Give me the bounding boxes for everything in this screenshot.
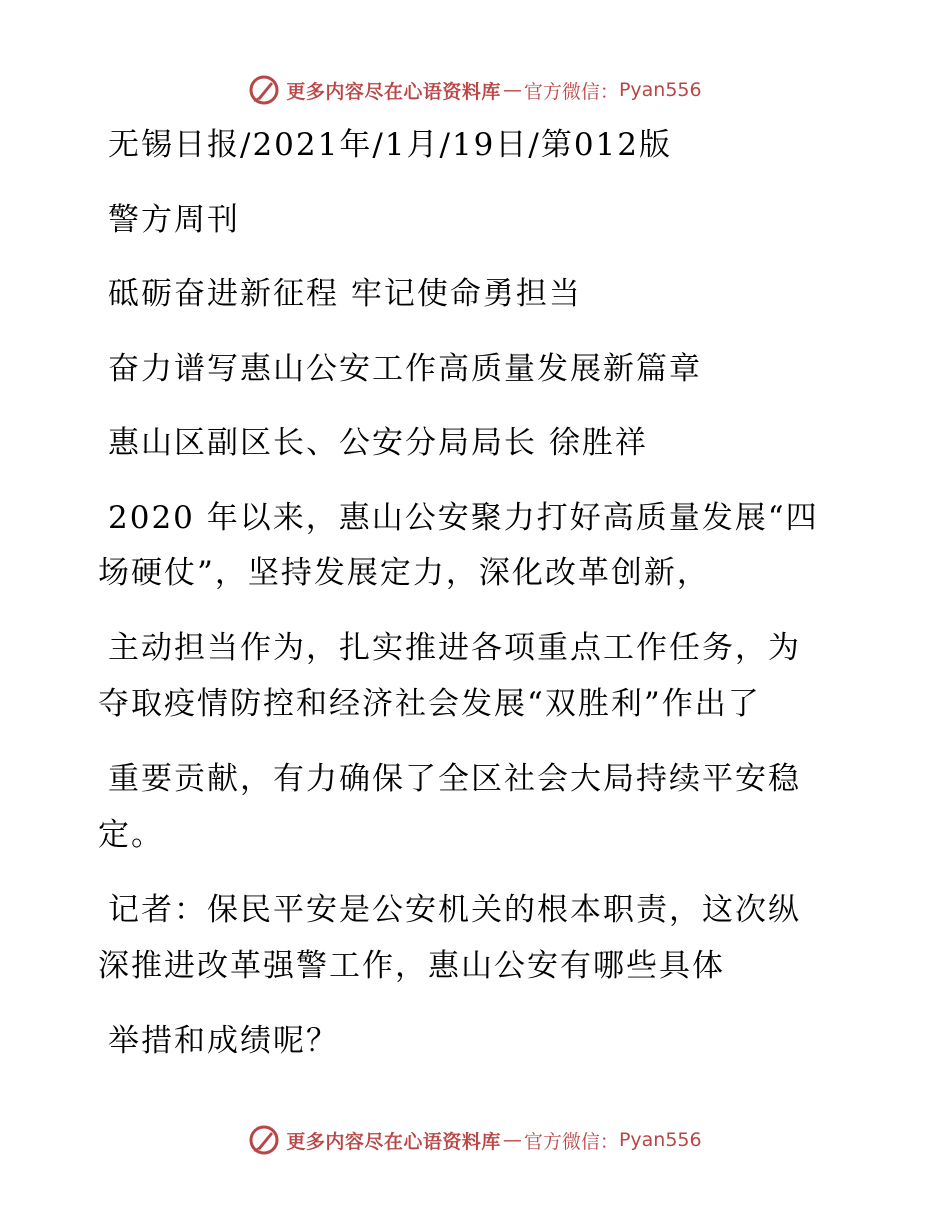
watermark-site-text: 更多内容尽在心语资料库	[286, 80, 501, 103]
watermark-banner-bottom	[0, 1120, 950, 1160]
body-line: 场硬仗”，坚持发展定力，深化改革创新，	[98, 555, 710, 591]
watermark-wechat-label: 官方微信：	[523, 80, 619, 103]
watermark-site-text: 更多内容尽在心语资料库	[286, 1130, 501, 1153]
body-line: 记者：保民平安是公安机关的根本职责，这次纵	[108, 892, 801, 928]
body-line: 2020 年以来，惠山公安聚力打好高质量发展“四	[108, 500, 819, 536]
watermark-wechat-id: Pyan556	[618, 79, 702, 101]
watermark-wechat-label: 官方微信：	[523, 1130, 619, 1153]
body-line: 定。	[98, 817, 164, 853]
feather-pen-logo-icon	[248, 1124, 280, 1156]
watermark-banner-top	[0, 70, 950, 110]
body-line: 深推进改革强警工作，惠山公安有哪些具体	[98, 948, 725, 984]
watermark-dash: —	[502, 79, 522, 101]
watermark-dash: —	[502, 1129, 522, 1151]
article-byline: 惠山区副区长、公安分局局长 徐胜祥	[108, 425, 648, 461]
body-line: 举措和成绩呢？	[108, 1023, 339, 1059]
feather-pen-logo-icon	[248, 74, 280, 106]
body-line: 主动担当作为，扎实推进各项重点工作任务，为	[108, 630, 801, 666]
article-headline-1: 砥砺奋进新征程 牢记使命勇担当	[108, 276, 582, 312]
watermark-wechat-id: Pyan556	[618, 1129, 702, 1151]
article-column: 警方周刊	[108, 202, 240, 238]
article-headline-2: 奋力谱写惠山公安工作高质量发展新篇章	[108, 351, 702, 387]
body-line: 夺取疫情防控和经济社会发展“双胜利”作出了	[98, 686, 761, 722]
article-source: 无锡日报/2021年/1月/19日/第012版	[108, 127, 673, 163]
body-line: 重要贡献，有力确保了全区社会大局持续平安稳	[108, 761, 801, 797]
